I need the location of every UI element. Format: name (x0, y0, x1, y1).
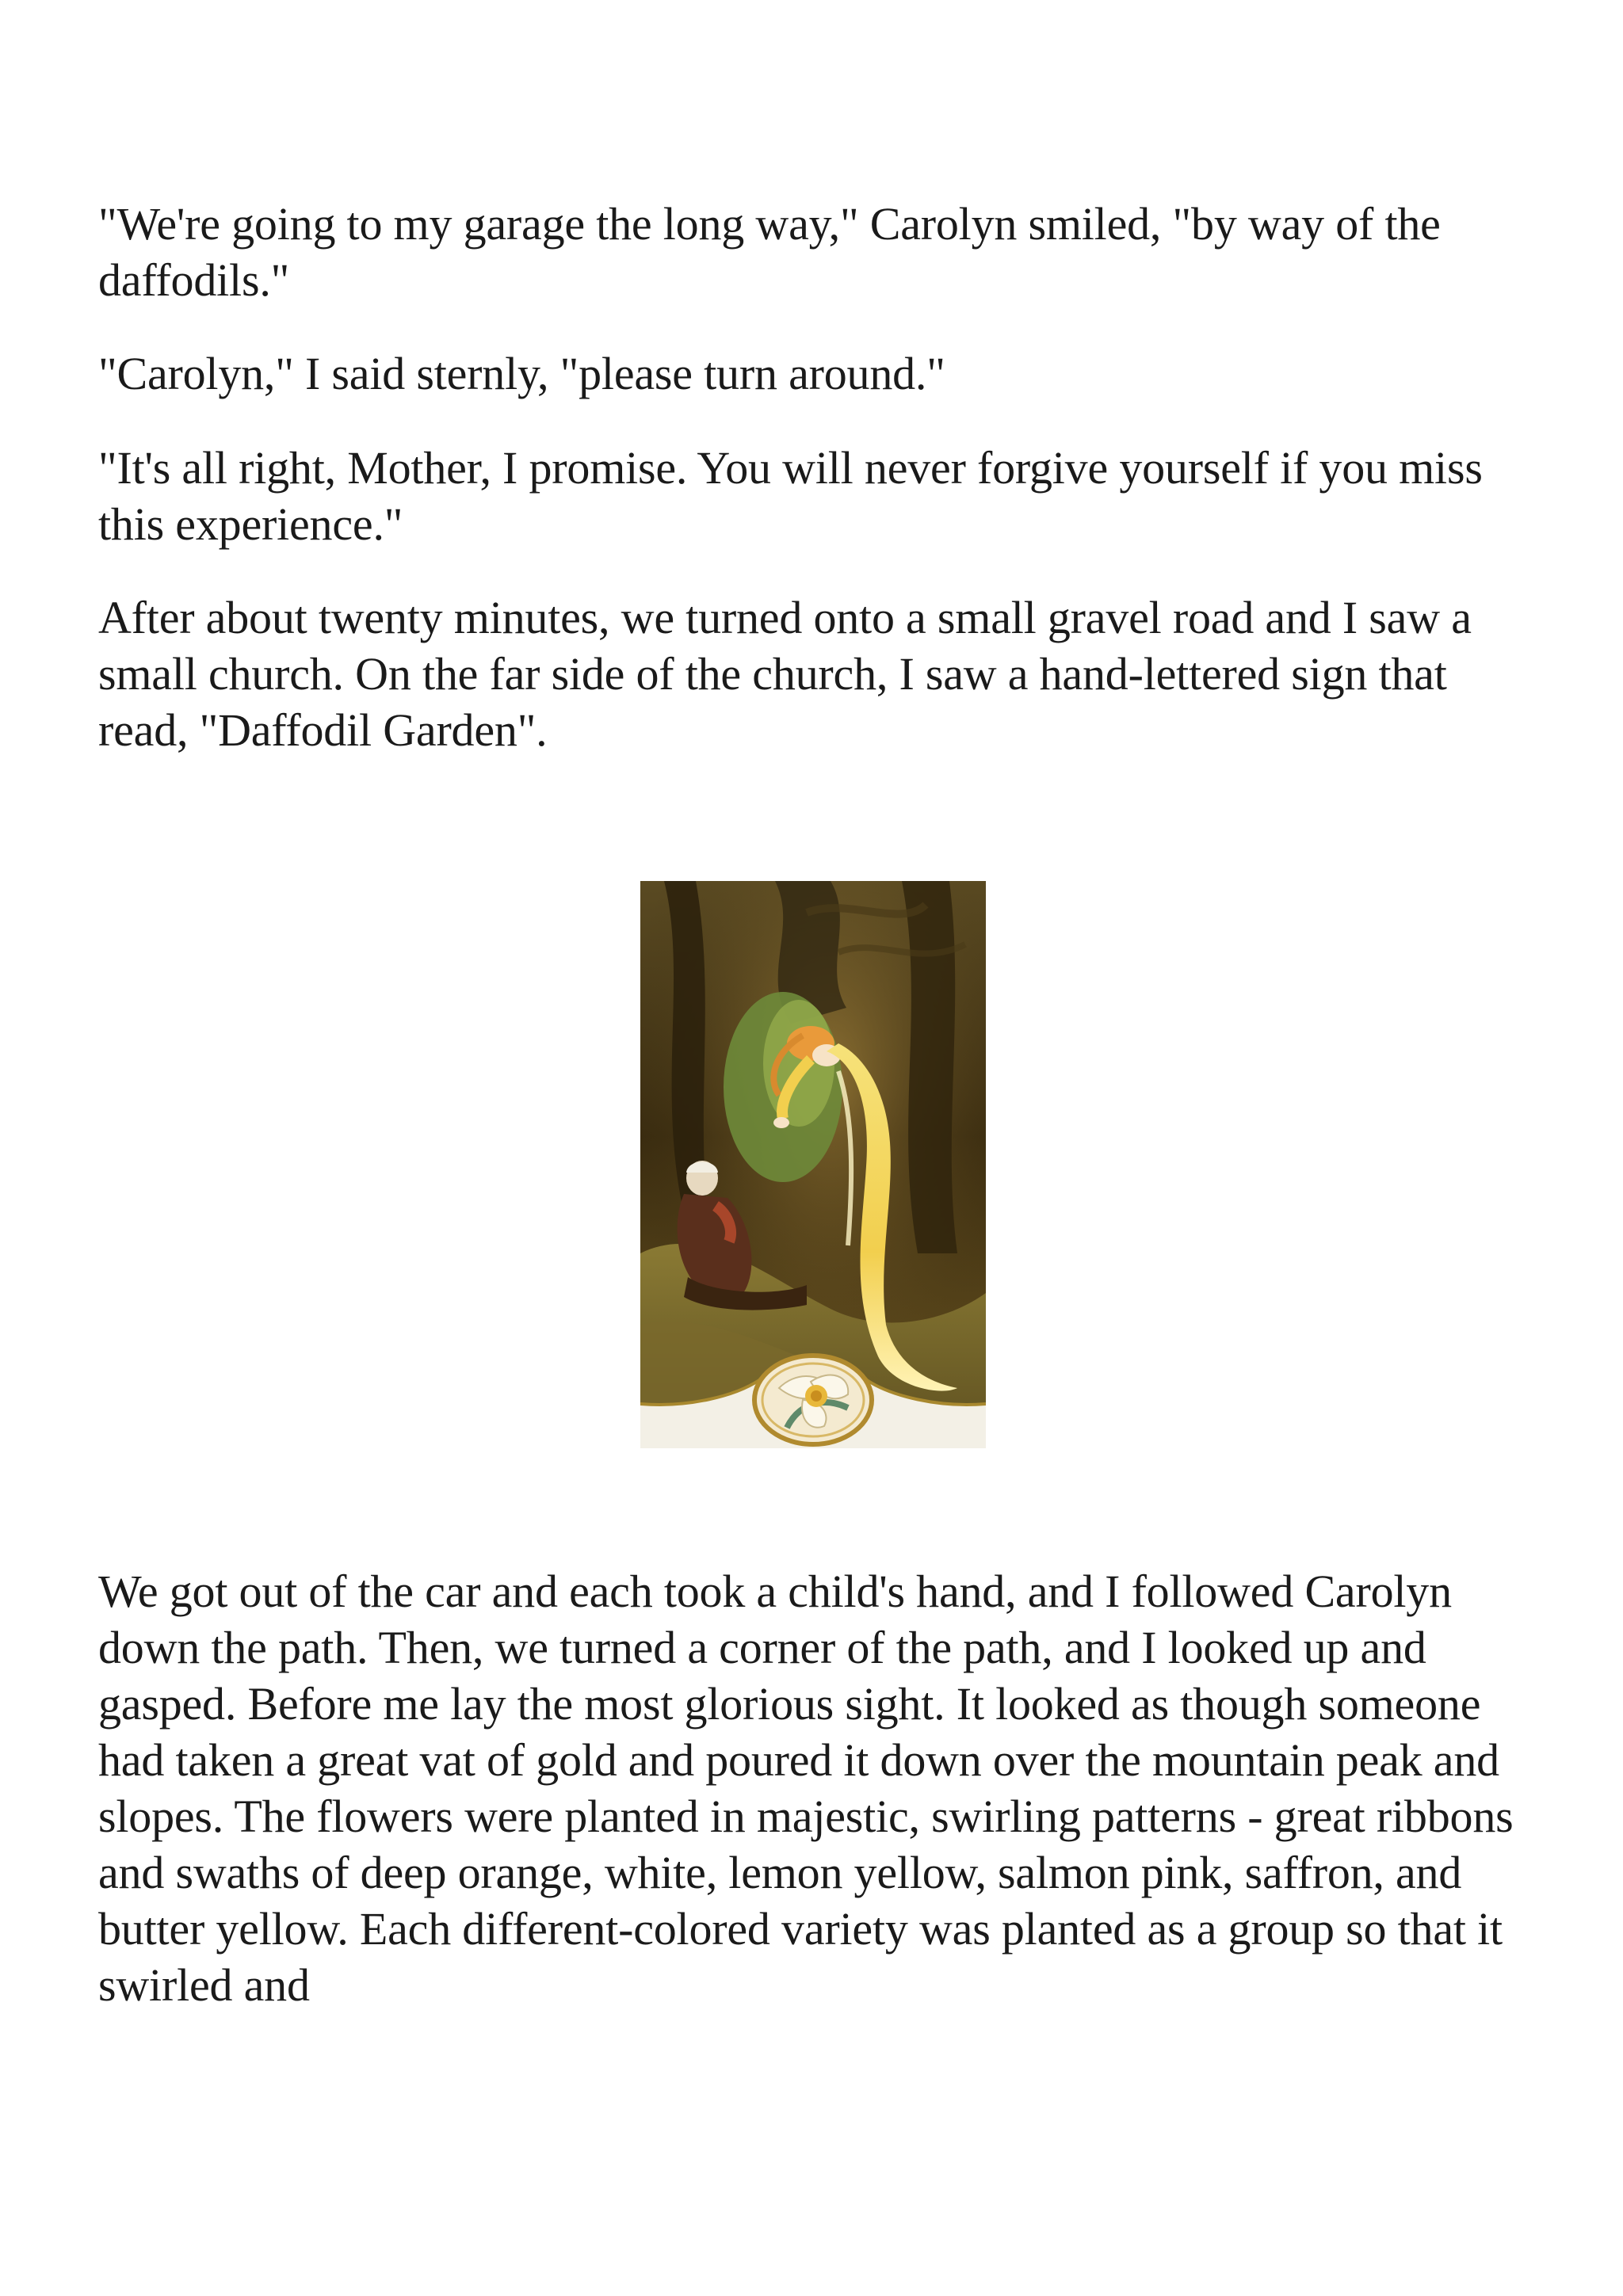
paragraph-3: "It's all right, Mother, I promise. You will never forgive yourself if you miss this experience." (98, 442, 1483, 550)
paragraph-5: We got out of the car and each took a child's hand, and I followed Carolyn down the path. Then, we turned a corner of the path, and I looked up and gasped. Before me lay the most glorious sight. It looked as though someone had taken a great vat of gold and poured it down over the mountain peak and slopes. The flowers were planted in majestic, swirling patterns - great ribbons and swaths of deep orange, white, lemon yellow, salmon pink, saffron, and butter yellow. Each different-colored variety was planted as a group so that it swirled and (98, 1566, 1514, 2011)
paragraph-2: "Carolyn," I said sternly, "please turn around." (98, 348, 945, 399)
daffodil-fairy-illustration (640, 881, 986, 1448)
paragraph-4: After about twenty minutes, we turned onto a small gravel road and I saw a small church. On the far side of the church, I saw a hand-lettered sign that read, "Daffodil Garden". (98, 592, 1472, 756)
paragraph-1: "We're going to my garage the long way," Carolyn smiled, "by way of the daffodils." (98, 198, 1441, 306)
illustration-artwork (640, 881, 986, 1448)
